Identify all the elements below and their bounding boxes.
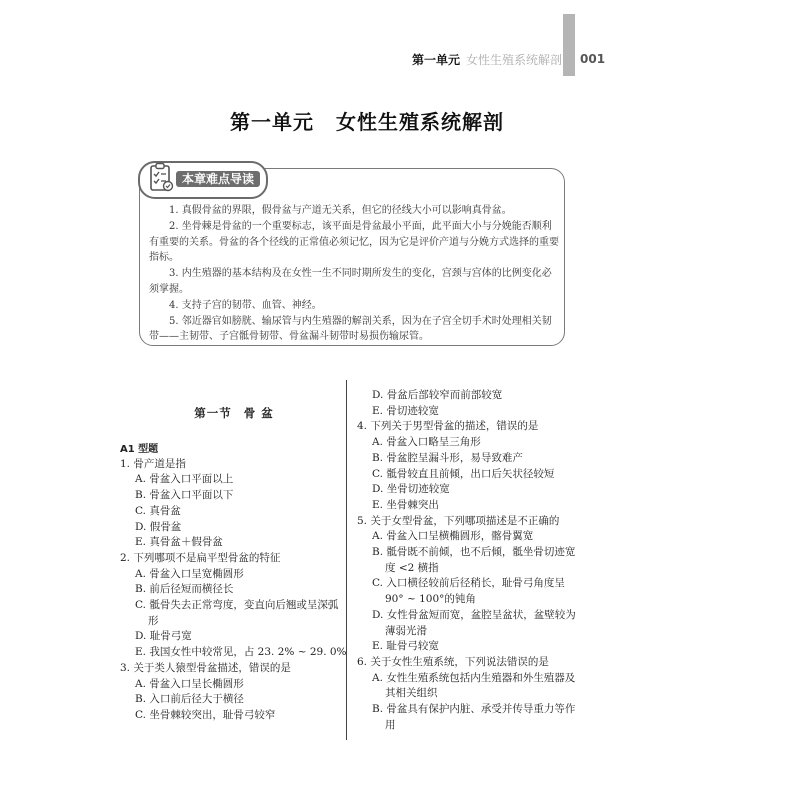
answer-option: E. 真骨盆＋假骨盆 [135, 536, 223, 549]
answer-option: A. 骨盆入口呈横椭圆形，髂骨翼宽 [372, 530, 534, 543]
guide-item: 2. 坐骨棘是骨盆的一个重要标志，该平面是骨盆最小平面，此平面大小与分娩能否顺利有重要的关系。骨盆的各个径线的正常值必须记忆，因为它是评价产道与分娩方式选择的重要指标。 [149, 220, 559, 264]
answer-option: B. 骨盆腔呈漏斗形，易导致难产 [372, 451, 523, 464]
question-type-heading: A1 型题 [120, 443, 159, 455]
answer-option: E. 骨切迹较宽 [372, 404, 439, 417]
answer-option: E. 坐骨棘突出 [372, 498, 439, 511]
title-name: 女性生殖系统解剖 [336, 110, 504, 134]
answer-option: B. 前后径短而横径长 [135, 583, 234, 596]
answer-option: D. 耻骨弓宽 [135, 630, 192, 643]
answer-option: C. 入口横径较前后径稍长，耻骨弓角度呈 90° ~ 100°的钝角 [372, 577, 565, 606]
section-number: 第一节 [194, 406, 232, 420]
guide-item: 5. 邻近器官如膀胱、输尿管与内生殖器的解剖关系，因为在子宫全切手术时处理相关韧带——主韧带、子宫骶骨韧带、骨盆漏斗韧带时易损伤输尿管。 [149, 315, 552, 343]
section-title [120, 406, 348, 422]
answer-option: E. 耻骨弓较宽 [372, 640, 439, 653]
answer-option: A. 女性生殖系统包括内生殖器和外生殖器及其相关组织 [372, 671, 576, 700]
question-stem: 6. 关于女性生殖系统，下列说法错误的是 [357, 655, 549, 668]
section-name: 骨 盆 [243, 406, 274, 420]
answer-option: C. 骶骨失去正常弯度，变直向后翘或呈深弧形 [135, 599, 339, 627]
title-unit: 第一单元 [230, 110, 314, 134]
answer-option: C. 坐骨棘较突出，耻骨弓较窄 [135, 708, 276, 721]
guide-item: 4. 支持子宫的韧带、血管、神经。 [169, 299, 322, 311]
answer-option: A. 骨盆入口略呈三角形 [372, 436, 481, 449]
answer-option: B. 骨盆具有保护内脏、承受并传导重力等作用 [372, 703, 576, 731]
page-number: 001 [580, 52, 606, 66]
answer-option: C. 骶骨较直且前倾，出口后矢状径较短 [372, 467, 555, 480]
question-stem: 4. 下列关于男型骨盆的描述，错误的是 [357, 420, 539, 433]
answer-option: C. 真骨盆 [135, 504, 181, 517]
question-stem: 3. 关于类人猿型骨盆描述，错误的是 [120, 661, 291, 674]
guide-label: 本章难点导读 [176, 171, 260, 187]
checklist-clipboard-icon [146, 162, 176, 194]
answer-option: D. 骨盆后部较窄而前部较宽 [372, 389, 503, 401]
answer-option: D. 假骨盆 [135, 520, 182, 533]
header-unit: 第一单元 [412, 52, 461, 67]
guide-content [149, 203, 559, 345]
answer-option: E. 我国女性中较常见，占 23. 2% ~ 29. 0% [135, 646, 347, 659]
answer-option: A. 骨盆入口平面以上 [135, 473, 234, 486]
left-column [120, 380, 348, 724]
question-stem: 2. 下列哪项不是扁平型骨盆的特征 [120, 551, 281, 564]
answer-option: A. 骨盆入口呈宽椭圆形 [135, 567, 244, 580]
right-column [357, 388, 582, 733]
answer-option: B. 入口前后径大于横径 [135, 693, 244, 706]
answer-option: D. 坐骨切迹较宽 [372, 483, 450, 496]
question-stem: 5. 关于女型骨盆，下列哪项描述是不正确的 [357, 514, 560, 527]
answer-option: D. 女性骨盆短而宽，盆腔呈盆状，盆壁较为薄弱光滑 [372, 608, 576, 637]
header-subtitle: 女性生殖系统解剖 [466, 52, 563, 67]
guide-item: 3. 内生殖器的基本结构及在女性一生不同时期所发生的变化，宫颈与宫体的比例变化必须掌握。 [149, 268, 552, 295]
question-stem: 1. 骨产道是指 [120, 457, 186, 470]
answer-option: A. 骨盆入口呈长椭圆形 [135, 677, 244, 690]
guide-item: 1. 真假骨盆的界限，假骨盆与产道无关系，但它的径线大小可以影响真骨盆。 [169, 205, 512, 216]
answer-option: B. 骨盆入口平面以下 [135, 489, 234, 502]
answer-option: B. 骶骨既不前倾，也不后倾，骶坐骨切迹宽度 <2 横指 [372, 546, 576, 574]
page-title [230, 106, 504, 135]
running-header [412, 46, 612, 72]
